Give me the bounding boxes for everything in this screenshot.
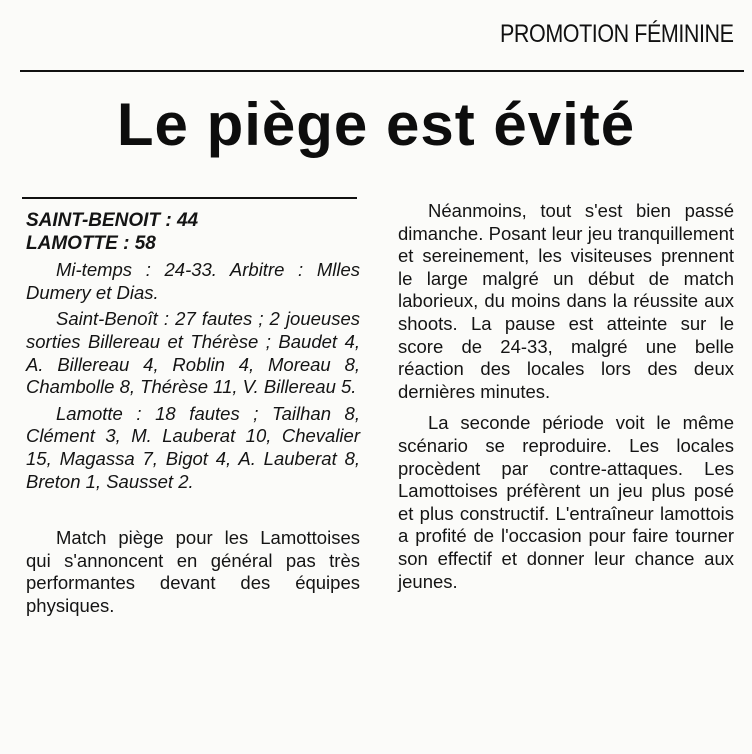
headline: Le piège est évité bbox=[116, 91, 636, 158]
box-line-halftime: Mi-temps : 24-33. Arbitre : Mlles Dumery et Dias. bbox=[26, 259, 360, 303]
box-line-team2-players: Lamotte : 18 fautes ; Tailhan 8, Clément 3, M. Lauberat 10, Chevalier 15, Magassa 7, Bigot 4, A. Lauberat 8, Breton 1, Sausset 2. bbox=[26, 402, 360, 492]
box-line-team1-players: Saint-Benoît : 27 fautes ; 2 joueuses sorties Billereau et Thérèse ; Baudet 4, A. Billereau 4, Roblin 4, Moreau 8, Chambolle 8, Thérèse 11, V. Billereau 5. bbox=[26, 308, 360, 398]
right-column bbox=[398, 200, 734, 593]
left-column bbox=[26, 210, 360, 618]
column-divider bbox=[22, 197, 357, 199]
score-team1: SAINT-BENOIT : 44 bbox=[26, 210, 199, 231]
article-paragraph-1: Néanmoins, tout s'est bien passé dimanche. Posant leur jeu tranquillement et sereinement, les visiteuses prennent le large malgré un début de match laborieux, du moins dans la réussite aux shoots. La pause est atteinte sur le score de 24-33, malgré une belle réaction des locales lors des deux dernières minutes. bbox=[398, 200, 734, 402]
article-paragraph-2: La seconde période voit le même scénario se reproduire. Les locales procèdent par contre-attaques. Les Lamottoises préfèrent un jeu plus posé et plus constructif. L'entraîneur lamottois a profité de l'occasion pour faire tourner son effectif et donner leur chance aux jeunes. bbox=[398, 412, 734, 592]
article-intro: Match piège pour les Lamottoises qui s'annoncent en général pas très performantes devant des équipes physiques. bbox=[26, 527, 360, 616]
section-rubric: PROMOTION FÉMININE bbox=[500, 20, 734, 48]
rubric-divider bbox=[20, 70, 744, 72]
score-team2: LAMOTTE : 58 bbox=[26, 232, 156, 254]
